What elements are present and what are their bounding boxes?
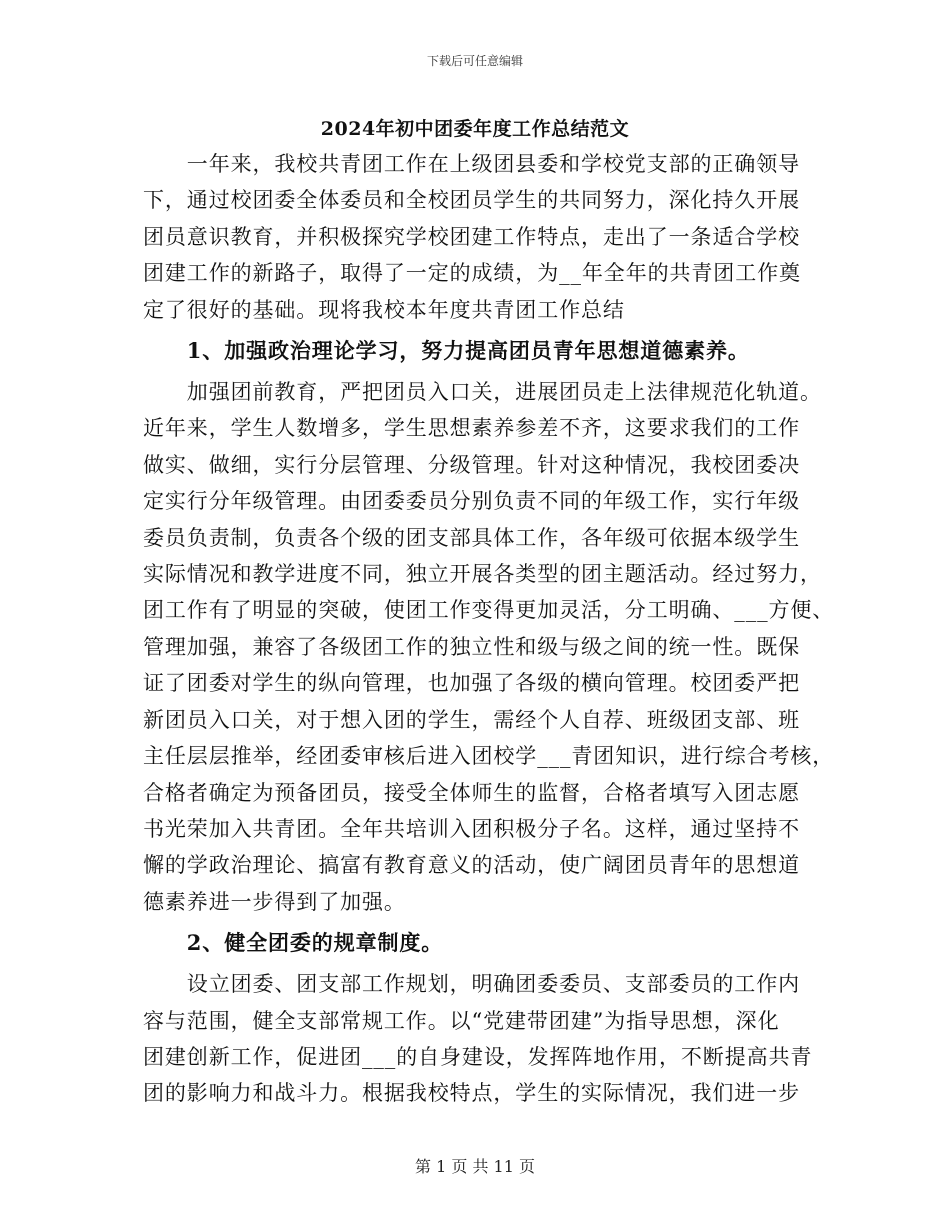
text-line: 定实行分年级管理。由团委委员分别负责不同的年级工作，实行年级 xyxy=(143,489,800,514)
text-line: 德素养进一步得到了加强。 xyxy=(143,889,406,914)
text-line: 定了很好的基础。现将我校本年度共青团工作总结 xyxy=(143,297,625,322)
text-line: 加强团前教育，严把团员入口关，进展团员走上法律规范化轨道。 xyxy=(143,380,822,405)
text-line: 容与范围，健全支部常规工作。以“党建带团建”为指导思想，深化 xyxy=(143,1008,780,1033)
text-line: 团建工作的新路子，取得了一定的成绩，为__年全年的共青团工作奠 xyxy=(143,261,801,286)
text-line: 书光荣加入共青团。全年共培训入团积极分子名。这样，通过坚持不 xyxy=(143,816,800,841)
text-line: 管理加强，兼容了各级团工作的独立性和级与级之间的统一性。既保 xyxy=(143,634,800,659)
text-line: 设立团委、团支部工作规划，明确团委委员、支部委员的工作内 xyxy=(143,972,800,997)
text-line: 懈的学政治理论、搞富有教育意义的活动，使广阔团员青年的思想道 xyxy=(143,853,800,878)
section-1-heading: 1、加强政治理论学习，努力提高团员青年思想道德素养。 xyxy=(143,338,750,364)
text-line: 团的影响力和战斗力。根据我校特点，学生的实际情况，我们进一步 xyxy=(143,1081,800,1106)
text-line: 主任层层推举，经团委审核后进入团校学___青团知识，进行综合考核， xyxy=(143,744,835,769)
section-1-paragraph xyxy=(143,374,835,920)
text-line: 实际情况和教学进度不同，独立开展各类型的团主题活动。经过努力， xyxy=(143,562,822,587)
page-header-note: 下载后可任意编辑 xyxy=(426,54,523,68)
text-line: 合格者确定为预备团员，接受全体师生的监督，合格者填写入团志愿 xyxy=(143,780,800,805)
text-line: 做实、做细，实行分层管理、分级管理。针对这种情况，我校团委决 xyxy=(143,452,800,477)
document-body xyxy=(143,146,835,1112)
text-line: 团员意识教育，并积极探究学校团建工作特点，走出了一条适合学校 xyxy=(143,224,800,249)
text-line: 一年来，我校共青团工作在上级团县委和学校党支部的正确领导 xyxy=(143,152,800,176)
text-line: 团建创新工作，促进团___的自身建设，发挥阵地作用，不断提高共青 xyxy=(143,1044,813,1069)
text-line: 近年来，学生人数增多，学生思想素养参差不齐，这要求我们的工作 xyxy=(143,416,800,441)
section-2-heading: 2、健全团委的规章制度。 xyxy=(143,930,444,956)
page-number: 第 1 页 共 11 页 xyxy=(415,1157,535,1176)
text-line: 下，通过校团委全体委员和全校团员学生的共同努力，深化持久开展 xyxy=(143,188,800,213)
text-line: 委员负责制，负责各个级的团支部具体工作，各年级可依据本级学生 xyxy=(143,525,800,550)
text-line: 证了团委对学生的纵向管理，也加强了各级的横向管理。校团委严把 xyxy=(143,671,800,696)
text-line: 团工作有了明显的突破，使团工作变得更加灵活，分工明确、___方便、 xyxy=(143,598,835,623)
document-title: 2024年初中团委年度工作总结范文 xyxy=(320,118,630,140)
intro-paragraph xyxy=(143,146,815,328)
section-2-paragraph xyxy=(143,966,815,1112)
text-line: 新团员入口关，对于想入团的学生，需经个人自荐、班级团支部、班 xyxy=(143,707,800,732)
